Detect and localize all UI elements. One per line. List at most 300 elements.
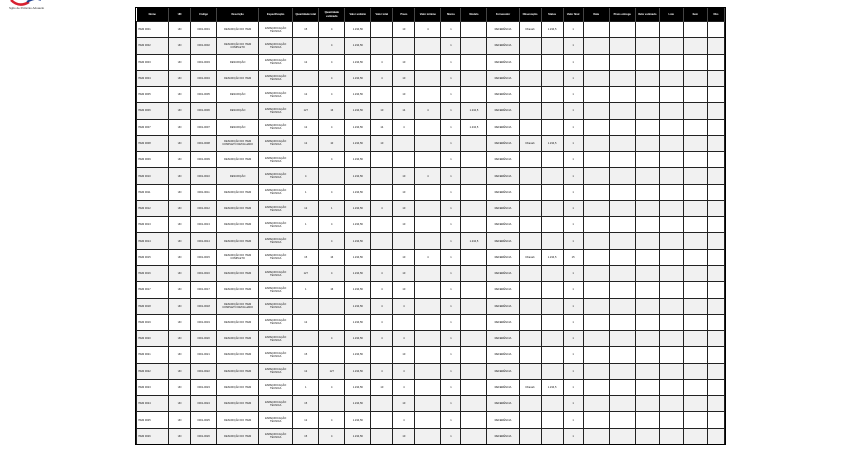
- column-header: Obs: [707, 8, 724, 22]
- table-cell: 10: [393, 282, 415, 298]
- table-cell: 1: [441, 379, 461, 395]
- column-header: Prazo entrega: [609, 8, 635, 22]
- table-cell: ESPECIFICAÇÃO TÉCNICA: [259, 331, 293, 347]
- table-cell: [519, 103, 541, 119]
- table-cell: 1: [563, 152, 583, 168]
- table-cell: DESCRIÇÃO: [217, 119, 259, 135]
- table-cell: [371, 396, 393, 412]
- table-cell: 4: [319, 38, 345, 54]
- table-cell: [635, 298, 659, 314]
- table-cell: [659, 217, 683, 233]
- table-row: [137, 168, 725, 184]
- table-cell: ESPECIFICAÇÃO TÉCNICA: [259, 249, 293, 265]
- table-cell: [707, 428, 724, 444]
- table-row: [137, 265, 725, 281]
- table-cell: [583, 70, 609, 86]
- table-cell: [683, 54, 707, 70]
- table-cell: 1: [441, 152, 461, 168]
- table-cell: [583, 38, 609, 54]
- table-cell: ESPECIFICAÇÃO TÉCNICA: [259, 135, 293, 151]
- table-cell: [683, 103, 707, 119]
- table-cell: [635, 347, 659, 363]
- table-cell: Dhanab: [519, 379, 541, 395]
- table-cell: [659, 87, 683, 103]
- table-cell: [707, 70, 724, 86]
- table-cell: 1.234,56: [345, 22, 371, 38]
- table-cell: ITEM 0013: [137, 217, 169, 233]
- table-cell: 1: [563, 282, 583, 298]
- table-cell: UN: [169, 38, 191, 54]
- table-cell: UN: [169, 298, 191, 314]
- table-cell: 0001-0015: [191, 249, 217, 265]
- table-cell: REFERÊNCIA: [487, 70, 519, 86]
- table-cell: 0001-0008: [191, 135, 217, 151]
- table-cell: ESPECIFICAÇÃO TÉCNICA: [259, 396, 293, 412]
- table-cell: [659, 103, 683, 119]
- table-cell: [461, 249, 487, 265]
- table-cell: 1: [293, 184, 319, 200]
- table-cell: 127: [319, 363, 345, 379]
- table-cell: [707, 87, 724, 103]
- table-cell: DESCRIÇÃO DO ITEM: [217, 347, 259, 363]
- table-cell: UN: [169, 103, 191, 119]
- table-cell: [541, 38, 563, 54]
- table-cell: [393, 38, 415, 54]
- table-cell: DESCRIÇÃO DO ITEM COMPLETO: [217, 38, 259, 54]
- table-cell: DESCRIÇÃO DO ITEM: [217, 265, 259, 281]
- table-cell: 4: [371, 70, 393, 86]
- table-cell: [461, 54, 487, 70]
- table-cell: DESCRIÇÃO DO ITEM COMPLETO DETALHADO: [217, 298, 259, 314]
- table-cell: [683, 217, 707, 233]
- table-cell: 10: [319, 135, 345, 151]
- table-cell: 0001-0020: [191, 331, 217, 347]
- table-cell: [707, 331, 724, 347]
- table-cell: [609, 119, 635, 135]
- table-cell: [415, 314, 441, 330]
- table-cell: REFERÊNCIA: [487, 135, 519, 151]
- table-cell: 1: [441, 282, 461, 298]
- table-cell: [519, 217, 541, 233]
- table-cell: 0001-0001: [191, 22, 217, 38]
- table-cell: [293, 233, 319, 249]
- column-header: Descrição: [217, 8, 259, 22]
- table-cell: DESCRIÇÃO: [217, 168, 259, 184]
- table-cell: [461, 38, 487, 54]
- table-cell: 4: [319, 54, 345, 70]
- table-cell: 4: [319, 152, 345, 168]
- table-cell: [707, 38, 724, 54]
- table-cell: [609, 135, 635, 151]
- table-cell: [519, 200, 541, 216]
- table-cell: [583, 22, 609, 38]
- table-cell: 1: [563, 396, 583, 412]
- table-cell: [415, 87, 441, 103]
- table-cell: [293, 298, 319, 314]
- table-cell: [371, 217, 393, 233]
- table-cell: [635, 135, 659, 151]
- table-cell: [659, 249, 683, 265]
- table-cell: ITEM 0006: [137, 103, 169, 119]
- logo-caption: Sglio de Polisinio Aduauilo: [9, 6, 45, 10]
- table-cell: 10: [393, 184, 415, 200]
- table-cell: [635, 168, 659, 184]
- table-cell: 1.234,56: [345, 200, 371, 216]
- table-cell: UN: [169, 70, 191, 86]
- table-cell: ESPECIFICAÇÃO TÉCNICA: [259, 87, 293, 103]
- table-cell: [393, 314, 415, 330]
- table-cell: UN: [169, 54, 191, 70]
- table-cell: [371, 412, 393, 428]
- column-header: Fornecedor: [487, 8, 519, 22]
- table-cell: ITEM 0023: [137, 379, 169, 395]
- table-cell: 10: [393, 249, 415, 265]
- table-cell: [659, 396, 683, 412]
- table-cell: ESPECIFICAÇÃO TÉCNICA: [259, 265, 293, 281]
- table-cell: ESPECIFICAÇÃO TÉCNICA: [259, 314, 293, 330]
- table-cell: [415, 135, 441, 151]
- table-row: [137, 233, 725, 249]
- table-cell: [707, 298, 724, 314]
- table-cell: 12: [293, 135, 319, 151]
- table-row: [137, 217, 725, 233]
- table-cell: [707, 396, 724, 412]
- table-cell: 10: [393, 22, 415, 38]
- table-cell: ITEM 0021: [137, 347, 169, 363]
- table-cell: 1: [293, 217, 319, 233]
- table-cell: ITEM 0017: [137, 282, 169, 298]
- table-cell: [609, 379, 635, 395]
- table-cell: [659, 184, 683, 200]
- column-header: Lote: [659, 8, 683, 22]
- table-cell: [583, 379, 609, 395]
- table-cell: [707, 119, 724, 135]
- table-cell: DESCRIÇÃO DO ITEM: [217, 314, 259, 330]
- table-cell: [659, 347, 683, 363]
- column-header: Item: [683, 8, 707, 22]
- table-cell: 0001-0012: [191, 200, 217, 216]
- table-cell: 1: [441, 200, 461, 216]
- table-cell: [683, 70, 707, 86]
- table-cell: [371, 347, 393, 363]
- table-cell: [519, 282, 541, 298]
- table-cell: [583, 298, 609, 314]
- table-cell: 1: [563, 347, 583, 363]
- table-row: [137, 249, 725, 265]
- table-cell: [707, 135, 724, 151]
- table-row: [137, 152, 725, 168]
- table-cell: 15: [563, 249, 583, 265]
- table-cell: 0001-0004: [191, 70, 217, 86]
- table-cell: [609, 396, 635, 412]
- table-cell: [461, 87, 487, 103]
- table-cell: 1: [441, 396, 461, 412]
- table-cell: [609, 347, 635, 363]
- table-cell: 14: [393, 103, 415, 119]
- table-cell: [659, 428, 683, 444]
- table-cell: [683, 233, 707, 249]
- table-cell: 4: [319, 119, 345, 135]
- table-cell: 1.234,56: [345, 412, 371, 428]
- table-cell: 1: [563, 298, 583, 314]
- table-cell: [415, 200, 441, 216]
- table-cell: DESCRIÇÃO DO ITEM: [217, 396, 259, 412]
- table-cell: 4: [319, 331, 345, 347]
- table-cell: [519, 152, 541, 168]
- table-cell: 1: [441, 412, 461, 428]
- table-cell: 127: [293, 265, 319, 281]
- table-cell: 1.234,5: [541, 249, 563, 265]
- table-cell: [609, 249, 635, 265]
- table-cell: 1.234,56: [345, 152, 371, 168]
- table-cell: [519, 347, 541, 363]
- table-cell: 1: [441, 314, 461, 330]
- table-cell: 1: [441, 331, 461, 347]
- table-cell: DESCRIÇÃO DO ITEM: [217, 152, 259, 168]
- table-cell: [541, 412, 563, 428]
- table-cell: 1: [563, 103, 583, 119]
- table-cell: 15: [293, 249, 319, 265]
- table-cell: 12: [293, 54, 319, 70]
- table-cell: [683, 184, 707, 200]
- table-cell: UN: [169, 152, 191, 168]
- table-cell: 10: [371, 135, 393, 151]
- table-cell: UN: [169, 200, 191, 216]
- table-cell: [683, 331, 707, 347]
- table-cell: [635, 314, 659, 330]
- table-cell: [415, 54, 441, 70]
- table-cell: 4: [415, 103, 441, 119]
- table-cell: ESPECIFICAÇÃO TÉCNICA: [259, 119, 293, 135]
- table-cell: 1.234,56: [345, 379, 371, 395]
- table-cell: [609, 70, 635, 86]
- table-cell: [707, 233, 724, 249]
- table-cell: 1: [441, 347, 461, 363]
- table-cell: [541, 152, 563, 168]
- table-cell: 0001-0017: [191, 282, 217, 298]
- table-cell: 1.234,56: [345, 38, 371, 54]
- table-cell: [707, 314, 724, 330]
- table-row: [137, 54, 725, 70]
- table-cell: [635, 87, 659, 103]
- column-header: Marca: [441, 8, 461, 22]
- table-cell: 1: [441, 428, 461, 444]
- table-cell: [635, 152, 659, 168]
- table-cell: [683, 347, 707, 363]
- table-row: [137, 298, 725, 314]
- table-cell: 0001-0011: [191, 184, 217, 200]
- table-cell: 12: [293, 412, 319, 428]
- table-cell: [371, 428, 393, 444]
- table-cell: [519, 331, 541, 347]
- table-cell: [659, 233, 683, 249]
- table-cell: ITEM 0025: [137, 412, 169, 428]
- table-cell: [609, 87, 635, 103]
- table-cell: 1: [441, 119, 461, 135]
- table-cell: ESPECIFICAÇÃO TÉCNICA: [259, 282, 293, 298]
- table-cell: [635, 217, 659, 233]
- table-cell: 1: [441, 87, 461, 103]
- table-cell: 16: [319, 282, 345, 298]
- table-cell: DESCRIÇÃO DO ITEM: [217, 217, 259, 233]
- table-cell: 4: [371, 363, 393, 379]
- table-cell: [635, 363, 659, 379]
- table-cell: REFERÊNCIA: [487, 347, 519, 363]
- table-cell: ITEM 0004: [137, 70, 169, 86]
- table-cell: [583, 200, 609, 216]
- table-cell: 0001-0023: [191, 379, 217, 395]
- table-cell: [415, 396, 441, 412]
- table-cell: UN: [169, 249, 191, 265]
- table-cell: DESCRIÇÃO DO ITEM: [217, 379, 259, 395]
- table-cell: [541, 233, 563, 249]
- table-cell: [583, 103, 609, 119]
- table-cell: ESPECIFICAÇÃO TÉCNICA: [259, 184, 293, 200]
- table-cell: 10: [393, 200, 415, 216]
- table-cell: 1.234,56: [345, 282, 371, 298]
- table-cell: DESCRIÇÃO DO ITEM: [217, 428, 259, 444]
- table-cell: 1.234,5: [461, 119, 487, 135]
- table-cell: 0001-0021: [191, 347, 217, 363]
- table-cell: [319, 347, 345, 363]
- table-cell: 1: [441, 135, 461, 151]
- table-cell: 10: [393, 70, 415, 86]
- table-cell: [461, 363, 487, 379]
- table-cell: [393, 233, 415, 249]
- table-cell: [415, 412, 441, 428]
- column-header: Prazo: [393, 8, 415, 22]
- table-cell: REFERÊNCIA: [487, 87, 519, 103]
- table-cell: [461, 265, 487, 281]
- table-cell: 1: [441, 54, 461, 70]
- table-cell: ESPECIFICAÇÃO TÉCNICA: [259, 38, 293, 54]
- table-cell: [683, 298, 707, 314]
- table-cell: UN: [169, 379, 191, 395]
- table-cell: [519, 412, 541, 428]
- table-cell: DESCRIÇÃO: [217, 54, 259, 70]
- table-cell: REFERÊNCIA: [487, 22, 519, 38]
- table-cell: [461, 152, 487, 168]
- table-cell: 1.234,56: [345, 363, 371, 379]
- table-row: [137, 184, 725, 200]
- table-cell: 10: [371, 379, 393, 395]
- table-cell: [461, 412, 487, 428]
- table-cell: [659, 314, 683, 330]
- column-header: Quantidade estimada: [319, 8, 345, 22]
- table-cell: 1: [441, 298, 461, 314]
- table-cell: 0001-0005: [191, 87, 217, 103]
- table-cell: 1: [441, 168, 461, 184]
- table-cell: [707, 168, 724, 184]
- table-cell: [371, 22, 393, 38]
- table-cell: [415, 70, 441, 86]
- table-cell: [609, 168, 635, 184]
- table-cell: 1.234,5: [461, 233, 487, 249]
- table-cell: ITEM 0009: [137, 152, 169, 168]
- table-row: [137, 38, 725, 54]
- table-cell: ITEM 0022: [137, 363, 169, 379]
- table-cell: 4: [393, 298, 415, 314]
- table-cell: [541, 314, 563, 330]
- table-cell: 0001-0007: [191, 119, 217, 135]
- table-cell: ESPECIFICAÇÃO TÉCNICA: [259, 233, 293, 249]
- table-cell: DESCRIÇÃO DO ITEM: [217, 70, 259, 86]
- table-cell: 10: [393, 428, 415, 444]
- table-cell: [609, 331, 635, 347]
- table-cell: [415, 184, 441, 200]
- table-cell: [519, 298, 541, 314]
- table-cell: 1: [441, 217, 461, 233]
- table-cell: [583, 396, 609, 412]
- table-cell: [371, 249, 393, 265]
- table-cell: [609, 217, 635, 233]
- table-cell: 0001-0010: [191, 168, 217, 184]
- table-cell: [583, 265, 609, 281]
- table-cell: [683, 412, 707, 428]
- column-header: Valor estimado: [635, 8, 659, 22]
- table-cell: DESCRIÇÃO: [217, 103, 259, 119]
- table-cell: 4: [371, 298, 393, 314]
- table-cell: 1.234,56: [345, 217, 371, 233]
- table-cell: 4: [371, 282, 393, 298]
- table-cell: REFERÊNCIA: [487, 217, 519, 233]
- table-cell: [461, 298, 487, 314]
- table-cell: ITEM 0020: [137, 331, 169, 347]
- table-cell: 1.234,56: [345, 168, 371, 184]
- table-cell: UN: [169, 265, 191, 281]
- table-cell: [609, 233, 635, 249]
- table-row: [137, 22, 725, 38]
- table-cell: 1.234,5: [541, 22, 563, 38]
- table-cell: [583, 347, 609, 363]
- table-cell: 10: [371, 103, 393, 119]
- table-cell: [415, 119, 441, 135]
- table-cell: [609, 314, 635, 330]
- table-cell: [541, 184, 563, 200]
- table-cell: 4: [415, 249, 441, 265]
- table-cell: [541, 363, 563, 379]
- column-header: Código: [191, 8, 217, 22]
- table-row: [137, 331, 725, 347]
- table-cell: 0001-0002: [191, 38, 217, 54]
- table-cell: 4: [371, 54, 393, 70]
- table-cell: [583, 363, 609, 379]
- table-cell: 1.234,56: [345, 314, 371, 330]
- table-cell: DESCRIÇÃO DO ITEM: [217, 412, 259, 428]
- table-cell: [683, 363, 707, 379]
- table-row: [137, 200, 725, 216]
- table-cell: [583, 184, 609, 200]
- table-row: [137, 87, 725, 103]
- table-cell: ESPECIFICAÇÃO TÉCNICA: [259, 152, 293, 168]
- table-row: [137, 119, 725, 135]
- table-cell: [461, 184, 487, 200]
- table-cell: DESCRIÇÃO DO ITEM: [217, 282, 259, 298]
- table-cell: 15: [293, 22, 319, 38]
- table-cell: [659, 298, 683, 314]
- table-cell: [683, 87, 707, 103]
- table-cell: [415, 363, 441, 379]
- table-cell: UN: [169, 119, 191, 135]
- table-cell: ITEM 0019: [137, 314, 169, 330]
- column-header: Especificação: [259, 8, 293, 22]
- table-cell: [583, 152, 609, 168]
- table-cell: 1.234,56: [345, 87, 371, 103]
- table-cell: 1: [563, 22, 583, 38]
- table-cell: [609, 282, 635, 298]
- table-cell: 15: [293, 347, 319, 363]
- table-cell: 1: [563, 233, 583, 249]
